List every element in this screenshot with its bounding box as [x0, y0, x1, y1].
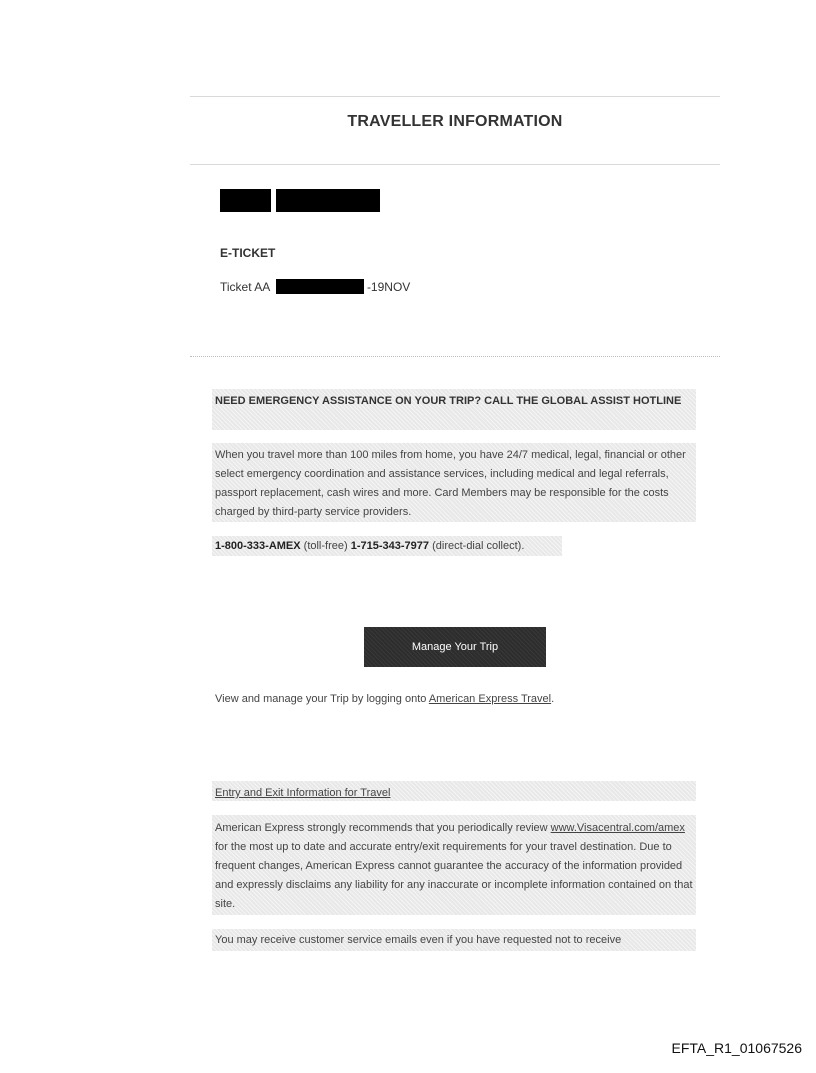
american-express-travel-link[interactable]: American Express Travel — [428, 693, 552, 705]
title-divider — [190, 164, 720, 165]
document-id: EFTA_R1_01067526 — [671, 1040, 802, 1056]
eticket-label: E-TICKET — [220, 246, 276, 260]
manage-trip-text — [215, 691, 695, 707]
ticket-suffix: -19NOV — [366, 280, 411, 294]
direct-dial-note: (direct-dial collect). — [432, 540, 525, 552]
page-title: TRAVELLER INFORMATION — [347, 113, 563, 130]
emergency-description: When you travel more than 100 miles from home, you have 24/7 medical, legal, financial or other select emergency coordination and assistance services, including medical and legal referrals, passport replacement, cash wires and more. Card Members may be responsible for the costs charged by third-party service providers. — [215, 449, 686, 518]
tollfree-number: 1-800-333-AMEX — [215, 540, 301, 552]
direct-dial-number: 1-715-343-7977 — [350, 540, 430, 552]
manage-text-suffix: . — [551, 693, 555, 705]
tollfree-note: (toll-free) — [303, 540, 348, 552]
entry-exit-description — [215, 819, 697, 914]
emergency-heading: NEED EMERGENCY ASSISTANCE ON YOUR TRIP? CALL THE GLOBAL ASSIST HOTLINE — [215, 395, 682, 407]
customer-service-note: You may receive customer service emails even if you have requested not to receive — [215, 934, 622, 946]
manage-text-prefix: View and manage your Trip by logging onto — [215, 693, 427, 705]
top-divider — [190, 96, 720, 97]
emergency-phone-numbers — [215, 537, 695, 555]
entry-body-prefix: American Express strongly recommends that you periodically review — [215, 822, 548, 834]
entry-exit-info-link[interactable]: Entry and Exit Information for Travel — [215, 787, 391, 799]
section-divider — [190, 356, 720, 357]
redacted-last-name — [276, 189, 380, 212]
entry-body-suffix: for the most up to date and accurate entry/exit requirements for your travel destination. Due to frequent changes, American Express cannot guarantee the accuracy of the information provided and expressly disclaims any liability for any inaccurate or incomplete information contained on that site. — [215, 841, 693, 910]
redacted-first-name — [220, 189, 271, 212]
manage-your-trip-button[interactable]: Manage Your Trip — [364, 627, 546, 667]
visacentral-link[interactable]: www.Visacentral.com/amex — [550, 822, 685, 834]
redacted-ticket-number — [276, 279, 364, 294]
entry-exit-heading — [215, 785, 390, 801]
ticket-prefix: Ticket AA — [220, 280, 271, 294]
ticket-number — [220, 279, 410, 295]
